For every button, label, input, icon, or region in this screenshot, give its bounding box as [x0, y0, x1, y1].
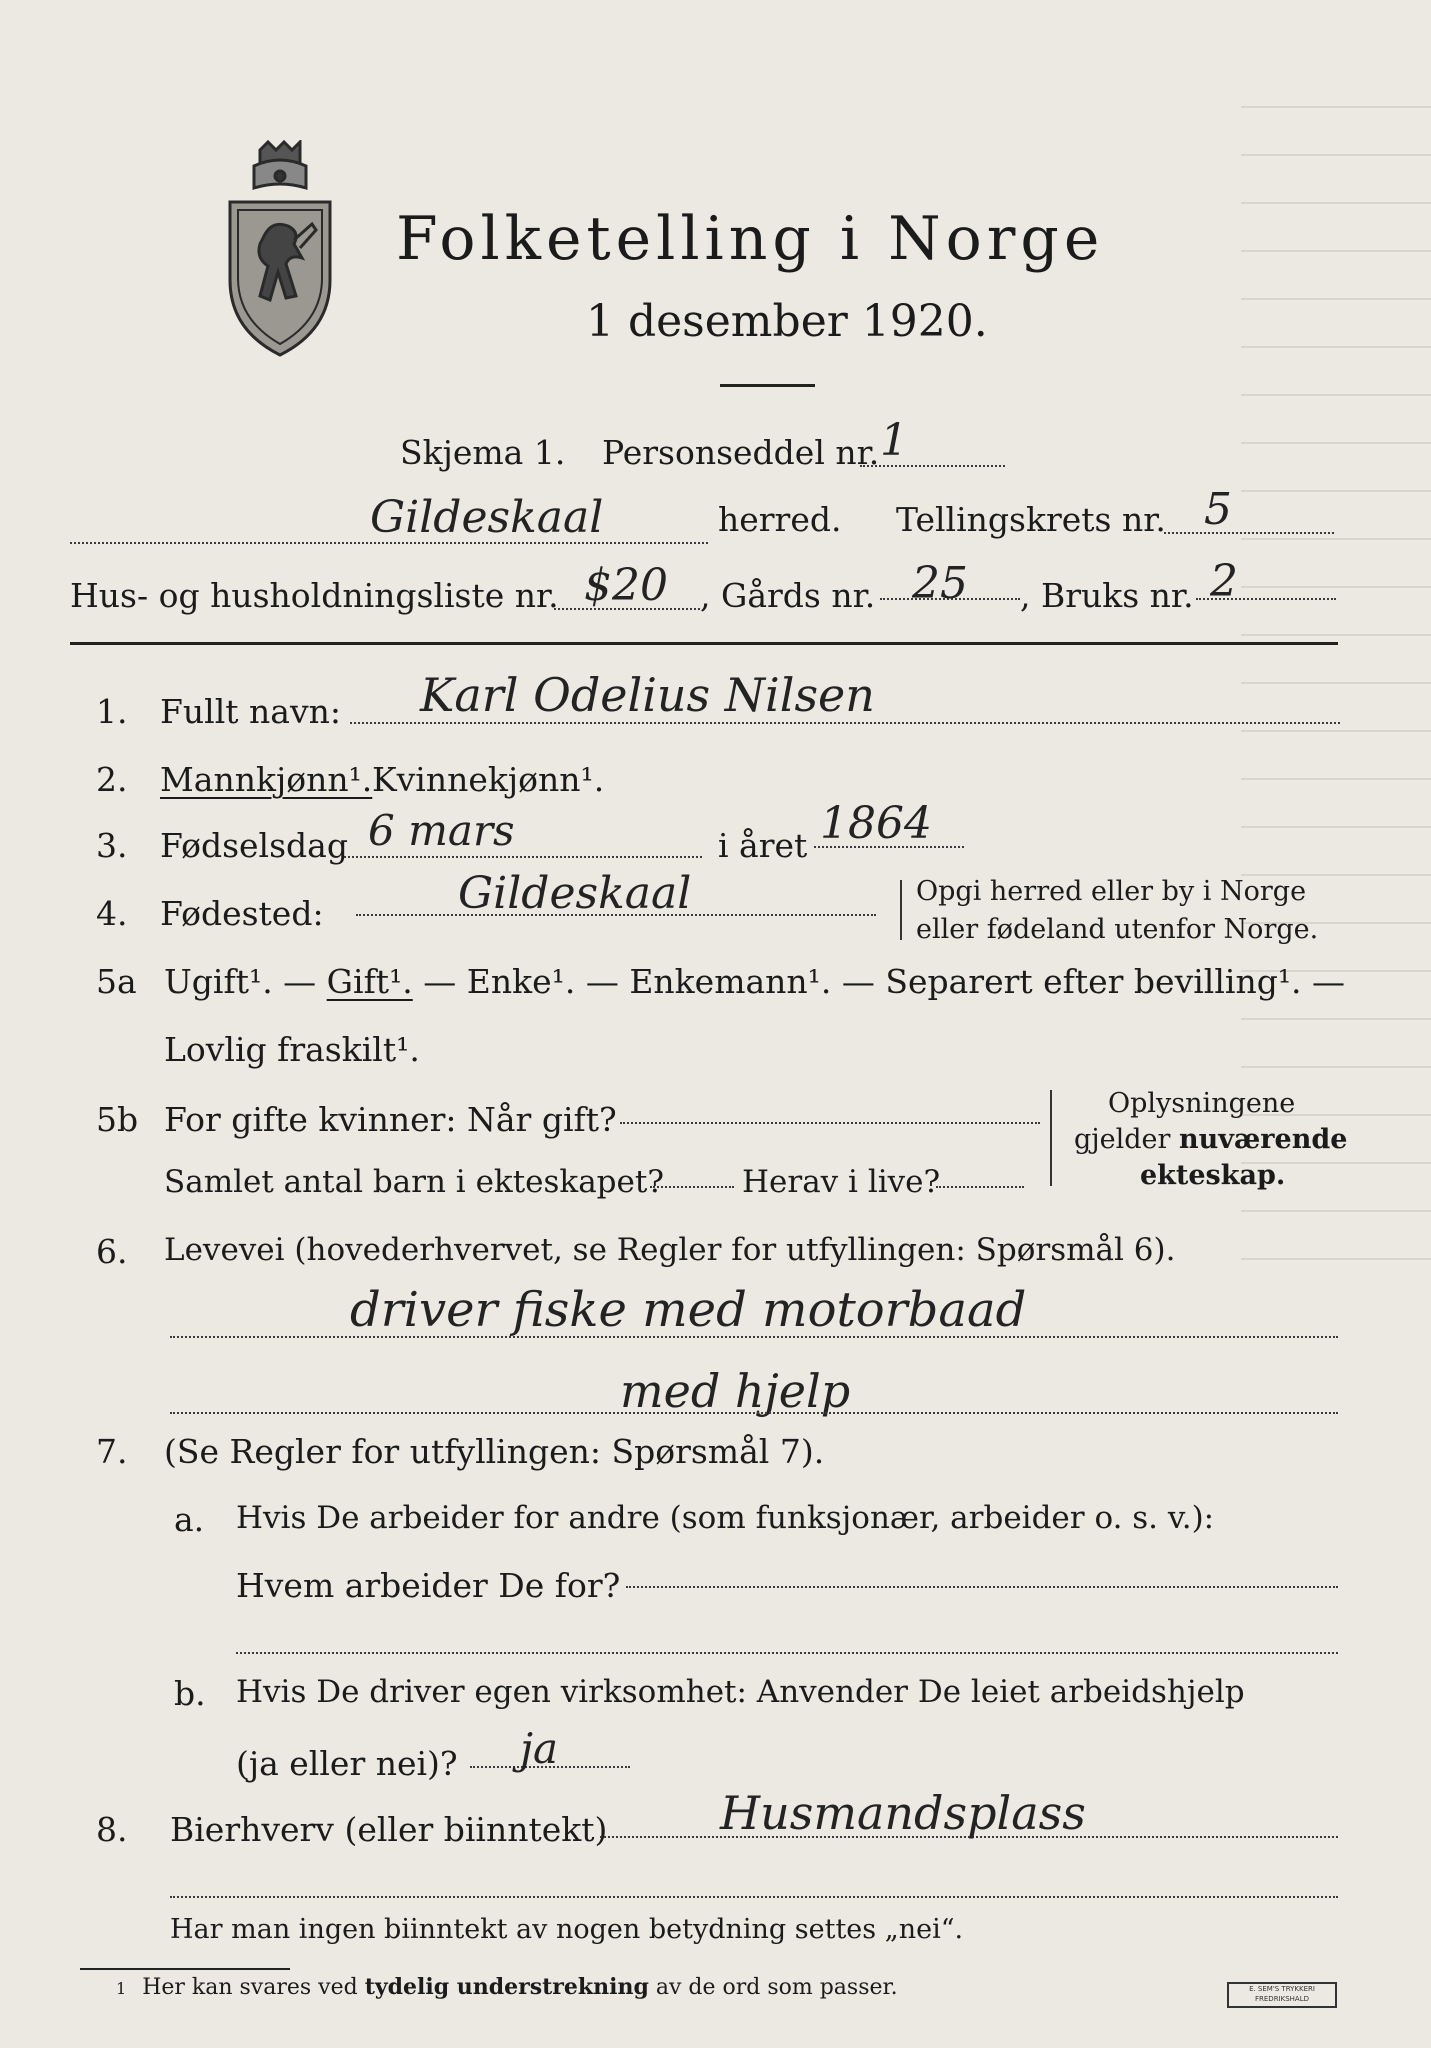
q8-value: Husmandsplass — [720, 1786, 1086, 1840]
footnote-emphasis: tydelig understrekning — [364, 1974, 649, 2000]
q5a-gift-option: Gift¹. — [326, 962, 413, 1001]
q5a-ugift-option: Ugift¹. — [164, 962, 273, 1001]
q5b-note-line3: ekteskap. — [1140, 1160, 1286, 1191]
footnote — [116, 1974, 898, 2000]
q7a-employer-label: Hvem arbeider De for? — [236, 1566, 621, 1605]
bruks-label: , Bruks nr. — [1020, 576, 1194, 615]
tellingskrets-line — [1164, 532, 1334, 534]
q4-value: Gildeskaal — [458, 868, 692, 919]
q4-label: Fødested: — [160, 894, 324, 933]
hus-label: Hus- og husholdningsliste nr. — [70, 576, 559, 615]
q5b-children-line — [650, 1186, 734, 1188]
tellingskrets-label: Tellingskrets nr. — [896, 500, 1166, 539]
q5b-married-line — [620, 1122, 1040, 1124]
q5b-note-gjelder: gjelder — [1074, 1124, 1180, 1155]
footnote-text-a: Her kan svares ved — [142, 1975, 365, 2000]
herred-value: Gildeskaal — [370, 492, 604, 543]
footnote-number: 1 — [116, 1979, 127, 1998]
q3-label: Fødselsdag — [160, 826, 348, 865]
q5b-note-line2 — [1074, 1124, 1347, 1155]
personseddel-label: Personseddel nr. — [602, 433, 880, 472]
q8-number: 8. — [96, 1810, 128, 1849]
printer-stamp — [1227, 1982, 1337, 2008]
gards-value: 25 — [912, 558, 968, 609]
q7b-value: ja — [520, 1724, 559, 1773]
gards-label: , Gårds nr. — [700, 576, 876, 615]
bruks-value: 2 — [1210, 556, 1238, 607]
q8-extra-line — [170, 1896, 1338, 1898]
q5b-alive-label: Herav i live? — [742, 1164, 941, 1200]
q7a-question: Hvis De arbeider for andre (som funksjonær, arbeider o. s. v.): — [236, 1500, 1215, 1536]
q5a-other-options: — Enke¹. — Enkemann¹. — Separert efter bevilling¹. — — [412, 962, 1346, 1001]
q3-day-value: 6 mars — [368, 806, 515, 855]
q7b-yes-no-label: (ja eller nei)? — [236, 1744, 458, 1783]
q5a-fraskilt-option: Lovlig fraskilt¹. — [164, 1030, 420, 1069]
footnote-text-c: av de ord som passer. — [648, 1975, 898, 2000]
tellingskrets-value: 5 — [1204, 484, 1232, 535]
q8-label: Bierhverv (eller biinntekt) — [170, 1810, 608, 1849]
q5b-note-brace — [1050, 1090, 1052, 1186]
q7a-employer-line — [626, 1586, 1338, 1588]
q7a-letter: a. — [174, 1500, 205, 1539]
q5a-separator: — — [272, 962, 327, 1001]
footnote-divider — [80, 1968, 290, 1970]
q4-note-line1: Opgi herred eller by i Norge — [916, 876, 1307, 907]
q6-label: Levevei (hovederhvervet, se Regler for utfyllingen: Spørsmål 6). — [164, 1232, 1176, 1268]
q6-line1 — [170, 1336, 1338, 1338]
q5b-number: 5b — [96, 1100, 139, 1139]
q3-year-value: 1864 — [820, 798, 932, 849]
personseddel-value: 1 — [880, 415, 908, 466]
q7b-letter: b. — [174, 1674, 206, 1713]
q5b-alive-line — [936, 1186, 1024, 1188]
form-date: 1 desember 1920. — [586, 296, 988, 347]
q6-line2 — [170, 1412, 1338, 1414]
q5a-number: 5a — [96, 962, 137, 1001]
footer-note: Har man ingen biinntekt av nogen betydning settes „nei“. — [170, 1914, 964, 1945]
q7b-question: Hvis De driver egen virksomhet: Anvender De leiet arbeidshjelp — [236, 1674, 1245, 1710]
printer-stamp-line1: E. SEM'S TRYKKERI — [1249, 1985, 1315, 1993]
q1-value: Karl Odelius Nilsen — [420, 668, 875, 722]
q5a-options — [164, 962, 1345, 1001]
herred-label: herred. — [718, 500, 842, 539]
q2-female-option: Kvinnekjønn¹. — [372, 760, 605, 799]
q2-number: 2. — [96, 760, 128, 799]
q4-note-line2: eller fødeland utenfor Norge. — [916, 914, 1319, 945]
q3-number: 3. — [96, 826, 128, 865]
q7-number: 7. — [96, 1432, 128, 1471]
q1-number: 1. — [96, 692, 128, 731]
q6-number: 6. — [96, 1232, 128, 1271]
q2-male-option: Mannkjønn¹. — [160, 760, 373, 799]
coat-of-arms-icon — [220, 140, 340, 360]
q4-note-brace — [900, 880, 902, 940]
title-divider — [720, 384, 815, 387]
q3-day-line — [344, 856, 702, 858]
q5b-note-current: nuværende — [1179, 1124, 1348, 1155]
q5b-note-line1: Oplysningene — [1108, 1088, 1296, 1119]
header-bottom-rule — [70, 642, 1338, 645]
q5b-children-label: Samlet antal barn i ekteskapet? — [164, 1164, 664, 1200]
printer-stamp-line2: FREDRIKSHALD — [1254, 1995, 1309, 2003]
hus-value: $20 — [584, 560, 668, 611]
q3-year-label: i året — [718, 826, 808, 865]
q6-value-line1: driver fiske med motorbaad — [350, 1282, 1027, 1338]
q1-label: Fullt navn: — [160, 692, 341, 731]
q7-label: (Se Regler for utfyllingen: Spørsmål 7). — [164, 1432, 825, 1471]
q6-value-line2: med hjelp — [620, 1364, 851, 1418]
q1-line — [350, 722, 1340, 724]
skjema-label: Skjema 1. — [400, 433, 566, 472]
q7a-extra-line — [236, 1652, 1338, 1654]
form-title: Folketelling i Norge — [396, 204, 1105, 274]
q5b-married-label: For gifte kvinner: Når gift? — [164, 1100, 617, 1139]
q4-number: 4. — [96, 894, 128, 933]
bleed-through-texture — [1241, 60, 1431, 1260]
